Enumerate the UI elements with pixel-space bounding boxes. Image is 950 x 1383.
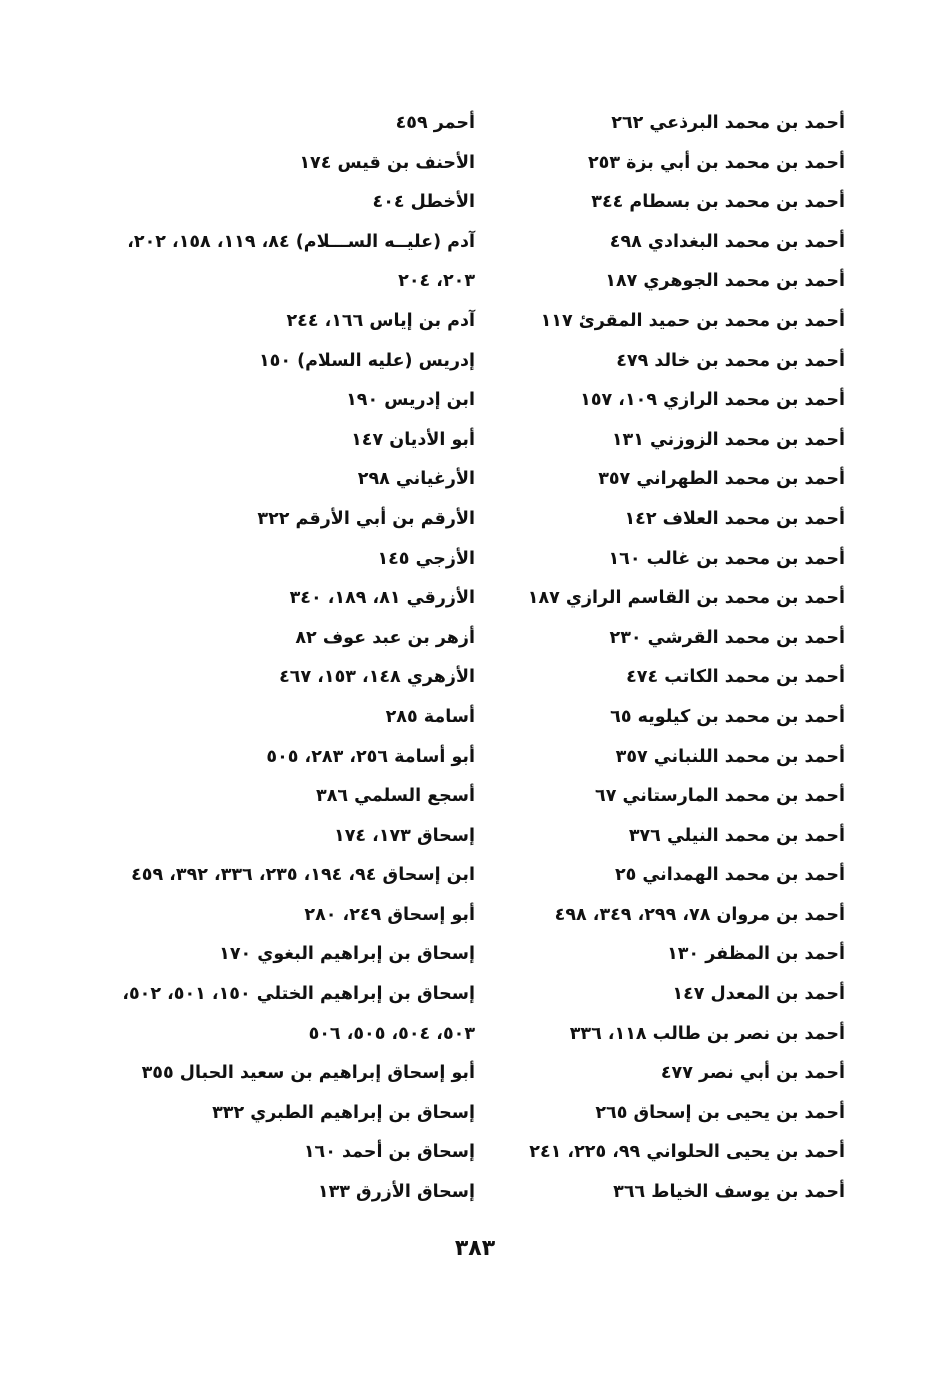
- index-entry: أحمد بن محمد الهمداني ٢٥: [614, 865, 845, 886]
- index-entry: أحمد بن محمد البغدادي ٤٩٨: [609, 231, 845, 252]
- index-entry: إسحاق بن إبراهيم الختلي ١٥٠، ٥٠١، ٥٠٢،: [122, 984, 475, 1005]
- index-entry: أبو أسامة ٢٥٦، ٢٨٣، ٥٠٥: [266, 746, 475, 767]
- index-entry: أحمد بن يحيى الحلواني ٩٩، ٢٢٥، ٢٤١: [529, 1142, 845, 1163]
- index-entry: أحمد بن محمد الرازي ١٠٩، ١٥٧: [580, 390, 845, 411]
- index-entry: أحمد بن محمد المارستاني ٦٧: [595, 786, 845, 807]
- index-entry: أحمد بن محمد بن القاسم الرازي ١٨٧: [527, 588, 845, 609]
- index-entry: أحمد بن محمد بن بسطام ٣٤٤: [591, 192, 845, 213]
- index-entry: أحمد بن نصر بن طالب ١١٨، ٣٣٦: [569, 1023, 845, 1044]
- index-entry: إسحاق ١٧٣، ١٧٤: [334, 825, 475, 846]
- index-entry: الأزجي ١٤٥: [377, 548, 475, 569]
- index-entry: آدم (عليــه الســـلام) ٨٤، ١١٩، ١٥٨، ٢٠٢،: [127, 231, 475, 252]
- page-number: ٣٨٣: [454, 1236, 496, 1261]
- index-entry: أحمر ٤٥٩: [395, 113, 475, 133]
- index-entry: أحمد بن محمد بن غالب ١٦٠: [608, 548, 845, 569]
- index-entry: أبو الأديان ١٤٧: [351, 429, 475, 450]
- index-entry: أبو إسحاق ٢٤٩، ٢٨٠: [304, 904, 475, 925]
- index-entry: أحمد بن محمد الطهراني ٣٥٧: [598, 469, 845, 490]
- index-column-left: [122, 104, 475, 1213]
- index-entry: آدم بن إياس ١٦٦، ٢٤٤: [286, 310, 475, 331]
- index-entry: أحمد بن محمد الزوزني ١٣١: [611, 429, 845, 450]
- index-entry: أحمد بن المعدل ١٤٧: [672, 984, 845, 1005]
- index-entry: أحمد بن مروان ٧٨، ٢٩٩، ٣٤٩، ٤٩٨: [554, 904, 845, 925]
- index-entry: إسحاق بن أحمد ١٦٠: [303, 1142, 475, 1163]
- index-entry: الأرغياني ٢٩٨: [357, 469, 475, 490]
- index-entry: أحمد بن يحيى بن إسحاق ٢٦٥: [595, 1102, 845, 1123]
- index-entry: أحمد بن محمد بن أبي بزة ٢٥٣: [587, 152, 845, 173]
- index-entry: أسامة ٢٨٥: [385, 706, 475, 727]
- index-entry: ٥٠٣، ٥٠٤، ٥٠٥، ٥٠٦: [308, 1023, 475, 1044]
- index-entry: أسجع السلمي ٣٨٦: [316, 786, 475, 807]
- index-entry: أحمد بن محمد القرشي ٢٣٠: [609, 627, 845, 648]
- index-column-right: [485, 104, 845, 1213]
- index-entry: الأحنف بن قيس ١٧٤: [299, 152, 475, 173]
- index-entry: أحمد بن محمد البرذعي ٢٦٢: [611, 113, 845, 133]
- index-entry: إدريس (عليه السلام) ١٥٠: [258, 350, 475, 371]
- index-entry: الأخطل ٤٠٤: [372, 192, 475, 213]
- index-entry: إسحاق الأزرق ١٣٣: [317, 1182, 475, 1203]
- index-entry: أحمد بن محمد بن كيلويه ٦٥: [610, 706, 845, 727]
- index-entry: أحمد بن محمد بن حميد المقرئ ١١٧: [540, 310, 845, 331]
- index-entry: الأزرقي ٨١، ١٨٩، ٣٤٠: [289, 588, 475, 609]
- index-entry: أحمد بن محمد الكاتب ٤٧٤: [626, 667, 845, 688]
- index-entry: أحمد بن محمد اللنباني ٣٥٧: [615, 746, 845, 767]
- index-entry: أحمد بن محمد بن خالد ٤٧٩: [616, 350, 845, 371]
- index-entry: أحمد بن أبي نصر ٤٧٧: [660, 1063, 845, 1084]
- index-entry: أحمد بن محمد الجوهري ١٨٧: [605, 271, 845, 292]
- index-entry: إسحاق بن إبراهيم البغوي ١٧٠: [219, 944, 475, 965]
- index-entry: أحمد بن محمد العلاف ١٤٢: [624, 508, 845, 529]
- index-entry: الأرقم بن أبي الأرقم ٣٢٢: [257, 508, 475, 529]
- index-entry: ٢٠٣، ٢٠٤: [398, 271, 475, 292]
- index-entry: إسحاق بن إبراهيم الطبري ٣٣٢: [212, 1102, 475, 1123]
- index-entry: ابن إدريس ١٩٠: [346, 390, 475, 411]
- index-entry: أحمد بن المظفر ١٣٠: [667, 944, 845, 965]
- index-entry: أحمد بن يوسف الخياط ٣٦٦: [613, 1182, 845, 1203]
- index-entry: أحمد بن محمد النيلي ٣٧٦: [628, 825, 845, 846]
- index-entry: الأزهري ١٤٨، ١٥٣، ٤٦٧: [279, 667, 475, 688]
- index-entry: أزهر بن عبد عوف ٨٢: [295, 627, 475, 648]
- index-entry: أبو إسحاق إبراهيم بن سعيد الحبال ٣٥٥: [141, 1063, 475, 1084]
- index-entry: ابن إسحاق ٩٤، ١٩٤، ٢٣٥، ٣٣٦، ٣٩٢، ٤٥٩: [131, 865, 475, 886]
